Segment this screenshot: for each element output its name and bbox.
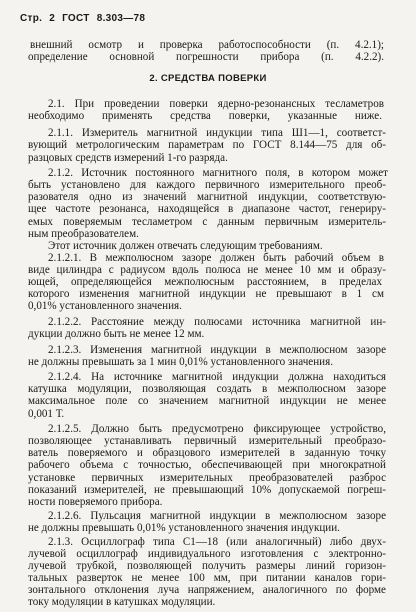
text-line: показаний измерителей, не превышающий 10% допускаемой погреш- xyxy=(28,484,386,496)
text-line: разователя одно из значений магнитной индукции, соответствую- xyxy=(28,191,386,203)
text-line: максимальное поле со значением магнитной индукции не менее xyxy=(28,395,386,407)
text-line: 2.1.2. Источник постоянного магнитного поля, в котором может xyxy=(48,167,388,179)
section-title: 2. СРЕДСТВА ПОВЕРКИ xyxy=(149,73,267,84)
text-line: быть установлено для каждого первичного измерительного преоб- xyxy=(28,179,386,191)
text-line: ным преобразователем. xyxy=(28,228,139,240)
text-line: которого изменения магнитной индукции не превышают в 1 см xyxy=(28,288,384,300)
page-number: 2 xyxy=(49,13,56,24)
text-line: вующий метрологическим параметрам по ГОСТ 8.144—75 для об- xyxy=(28,139,386,151)
text-line: 2.1.2.1. В межполюсном зазоре должен быть рабочий объем в xyxy=(48,252,384,264)
text-line: 2.1.2.2. Расстояние между полюсами источника магнитной ин- xyxy=(48,316,386,328)
text-line: разцовых средств измерений 1-го разряда. xyxy=(28,152,228,164)
text-line: необходимо применять средства поверки, указанные ниже. xyxy=(28,110,382,122)
text-line: установке первичных измерительных преобразователей разброс xyxy=(28,472,386,484)
text-line: 2.1.2.3. Изменения магнитной индукции в межполюсном зазоре xyxy=(48,344,386,356)
text-line: ватель поверяемого и образцового измерителей в заданную точку xyxy=(28,447,386,459)
text-line: емых поверяемым тесламетром с данным первичным измеритель- xyxy=(28,216,386,228)
text-line: 2.1. При проведении поверки ядерно-резонансных тесламетров xyxy=(48,98,384,110)
page-label: Стр. xyxy=(20,13,43,24)
text-line: тальных разверток не менее 100 мм, при питании каналов гори- xyxy=(28,572,386,584)
text-line: не должны превышать 0,01% установленного значения индукции. xyxy=(28,522,340,534)
text-line: 2.1.2.6. Пульсация магнитной индукции в межполюсном зазоре xyxy=(48,510,386,522)
text-line: лучевой осциллограф индивидуального изготовления с электронно- xyxy=(28,548,386,560)
text-line: ющей, определяющейся межполюсным расстоянием, в пределах xyxy=(28,276,382,288)
standard-number: 8.303—78 xyxy=(96,13,146,24)
text-line: катушка модуляции, позволяющая создать в межполюсном зазоре xyxy=(28,383,386,395)
text-line: определение основной погрешности прибора (п. 4.2.2). xyxy=(28,51,384,63)
page-header xyxy=(20,13,152,24)
text-line: 0,01% установленного значения. xyxy=(28,300,182,312)
text-line: 2.1.2.5. Должно быть предусмотрено фиксирующее устройство, xyxy=(48,423,386,435)
text-line: Этот источник должен отвечать следующим требованиям. xyxy=(48,240,323,252)
text-line: виде цилиндра с радиусом вдоль полюса не менее 10 мм и образу- xyxy=(28,264,386,276)
text-line: 2.1.1. Измеритель магнитной индукции типа Ш1—1, соответст- xyxy=(48,127,386,139)
text-line: 0,001 Т. xyxy=(28,408,65,420)
text-line: току модуляции в катушках модуляции. xyxy=(28,596,216,608)
text-line: щее частоте резонанса, находящейся в диапазоне частот, генериру- xyxy=(28,203,386,215)
text-line: 2.1.3. Осциллограф типа С1—18 (или аналогичный) либо двух- xyxy=(48,536,386,548)
text-line: внешний осмотр и проверка работоспособности (п. 4.2.1); xyxy=(30,39,384,51)
text-line: зонтального отклонения луча напряжением, аналогичного по форме xyxy=(28,584,386,596)
text-line: не должны превышать за 1 мин 0,01% установленного значения. xyxy=(28,356,333,368)
text-line: ности поверяемого прибора. xyxy=(28,496,163,508)
text-line: рабочего объема с точностью, обеспечивающей при многократной xyxy=(28,459,386,471)
text-line: 2.1.2.4. На источнике магнитной индукции должна находиться xyxy=(48,371,386,383)
standard-label: ГОСТ xyxy=(62,13,90,24)
text-line: дукции должно быть не менее 12 мм. xyxy=(28,328,205,340)
text-line: лучевой трубкой, позволяющей получить размеры линий горизон- xyxy=(28,560,386,572)
text-line: позволяющее устанавливать первичный измерительный преобразо- xyxy=(28,435,386,447)
